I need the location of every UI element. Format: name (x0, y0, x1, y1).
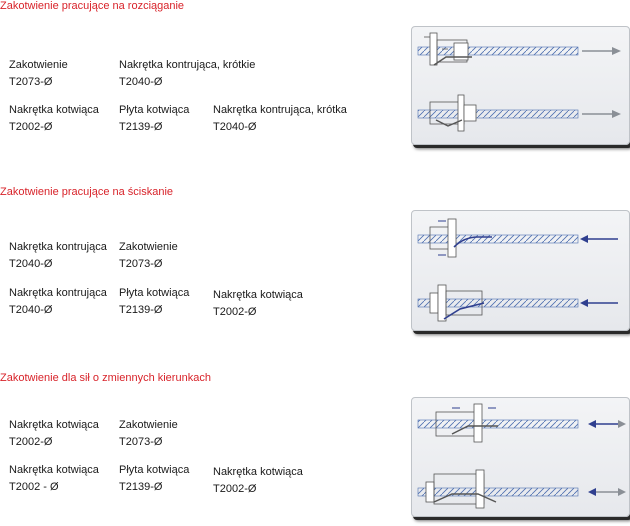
component-name: Nakrętka kontrująca, krótka (213, 104, 347, 116)
component-label (213, 102, 347, 136)
component-name: Nakrętka kotwiąca (213, 289, 303, 301)
component-name: Nakrętka kotwiąca (9, 419, 99, 431)
component-code: T2139-Ø (119, 304, 163, 316)
component-code: T2002-Ø (213, 306, 257, 318)
section-heading-compression: Zakotwienie pracujące na ściskanie (0, 186, 174, 198)
component-code: T2002-Ø (213, 483, 257, 495)
component-label (119, 462, 189, 496)
component-label (9, 57, 68, 91)
component-label (119, 239, 178, 273)
component-code: T2073-Ø (119, 258, 163, 270)
component-code: T2073-Ø (9, 76, 53, 88)
component-code: T2002-Ø (9, 436, 53, 448)
component-name: Nakrętka kotwiąca (213, 466, 303, 478)
component-label (213, 287, 303, 321)
component-label (9, 102, 99, 136)
component-code: T2040-Ø (119, 76, 163, 88)
component-label (213, 464, 303, 498)
component-code: T2040-Ø (9, 304, 53, 316)
component-name: Płyta kotwiąca (119, 104, 190, 116)
compression-anchor-diagram (411, 210, 630, 331)
component-label (119, 285, 189, 319)
component-label (119, 417, 178, 451)
component-name: Nakrętka kontrująca (9, 241, 107, 253)
component-name: Płyta kotwiąca (119, 464, 190, 476)
component-label (9, 462, 99, 496)
component-code: T2073-Ø (119, 436, 163, 448)
component-name: Płyta kotwiąca (119, 287, 190, 299)
component-label (119, 102, 189, 136)
component-code: T2002 - Ø (9, 481, 59, 493)
component-label (119, 57, 255, 91)
tension-anchor-diagram (411, 26, 630, 145)
section-heading-tension: Zakotwienie pracujące na rozciąganie (0, 0, 185, 12)
component-code: T2139-Ø (119, 481, 163, 493)
component-name: Nakrętka kontrująca, krótkie (119, 59, 256, 71)
component-name: Nakrętka kotwiąca (9, 104, 99, 116)
component-label (9, 285, 107, 319)
component-name: Zakotwienie (119, 419, 178, 431)
section-heading-alternating: Zakotwienie dla sił o zmiennych kierunkach (0, 372, 211, 384)
component-code: T2040-Ø (9, 258, 53, 270)
component-code: T2139-Ø (119, 121, 163, 133)
component-label (9, 239, 107, 273)
component-name: Nakrętka kotwiąca (9, 464, 99, 476)
alternating-anchor-diagram (411, 397, 630, 517)
component-name: Nakrętka kontrująca (9, 287, 107, 299)
component-code: T2040-Ø (213, 121, 257, 133)
component-code: T2002-Ø (9, 121, 53, 133)
component-label (9, 417, 99, 451)
component-name: Zakotwienie (119, 241, 178, 253)
component-name: Zakotwienie (9, 59, 68, 71)
